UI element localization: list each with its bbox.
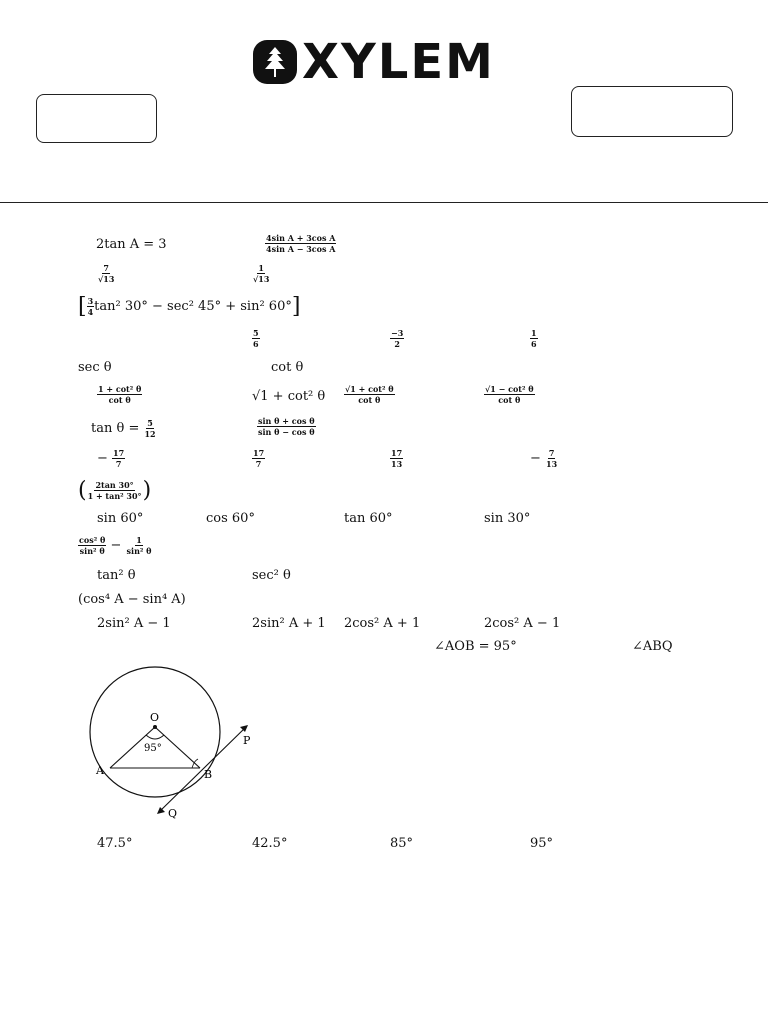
- q8-option-c: 85°: [390, 836, 414, 851]
- label-p: P: [243, 734, 251, 747]
- q8-given: ∠AOB = 95°: [434, 639, 517, 654]
- q6-option-b: sec² θ: [252, 568, 291, 583]
- q3-right-term: cot θ: [271, 360, 304, 375]
- q7-option-a: 2sin² A − 1: [97, 616, 171, 631]
- q6-option-a: tan² θ: [97, 568, 136, 583]
- circle: [90, 667, 220, 797]
- q5-expression: ( $\frac{2\tan 30^\circ}{\text{1 + tan² 30°}}$ ): [78, 478, 152, 503]
- q8-option-a: 47.5°: [97, 836, 133, 851]
- q4-option-c: $\frac{17}{13}$: [391, 448, 403, 469]
- brand-logo: [252, 34, 495, 90]
- center-dot: [153, 725, 157, 729]
- q2-option-c: $\frac{-3}{2}$: [391, 328, 404, 349]
- q3-option-d: $\frac{\text{√1 − cot² θ}}{\text{cot θ}}$: [485, 384, 534, 405]
- q8-option-b: 42.5°: [252, 836, 288, 851]
- q3-left-term: sec θ: [78, 360, 112, 375]
- q7-option-d: 2cos² A − 1: [484, 616, 561, 631]
- angle-arc: [146, 735, 164, 739]
- q4-option-b: $\frac{17}{7}$: [253, 448, 265, 469]
- q1-option-a: $\frac{7}{√13}$: [98, 263, 115, 284]
- q8-option-d: 95°: [530, 836, 554, 851]
- label-b: B: [204, 768, 213, 781]
- q5-option-d: sin 30°: [484, 511, 531, 526]
- q4-option-d: − $\frac{7}{13}$: [530, 448, 558, 469]
- q5-option-c: tan 60°: [344, 511, 393, 526]
- header-divider: [0, 202, 768, 203]
- q1-given: 2tan A = 3: [96, 237, 167, 252]
- label-q: Q: [168, 807, 178, 820]
- q1-option-b: $\frac{1}{√13}$: [253, 263, 270, 284]
- q6-expression: $\frac{\text{cos² θ}}{\text{sin² θ}}$ − $\frac{1}{\text{sin² θ}}$: [79, 535, 152, 556]
- label-angle: 95°: [144, 743, 162, 754]
- right-header-box: [571, 86, 733, 137]
- left-header-box: [36, 94, 157, 143]
- circle-tangent-figure: [80, 655, 280, 825]
- q3-option-a: $\frac{\text{1 + cot² θ}}{\text{cot θ}}$: [98, 384, 142, 405]
- logo-text: XYLEM: [302, 34, 495, 90]
- q7-option-b: 2sin² A + 1: [252, 616, 326, 631]
- q4-expression: $\frac{\text{sin θ + cos θ}}{\text{sin θ − cos θ}}$: [258, 416, 315, 437]
- q5-option-b: cos 60°: [206, 511, 255, 526]
- q4-option-a: − $\frac{17}{7}$: [97, 448, 125, 469]
- label-a: A: [96, 764, 104, 777]
- label-o: O: [150, 711, 160, 724]
- q4-given: tan θ = $\frac{5}{12}$: [91, 418, 156, 439]
- q7-expression: (cos⁴ A − sin⁴ A): [78, 592, 186, 607]
- q2-expression: [ $\frac{3}{4}$ tan² 30° − sec² 45° + sin² 60°]: [78, 294, 301, 319]
- q3-option-b: √1 + cot² θ: [252, 389, 326, 404]
- q3-option-c: $\frac{\text{√1 + cot² θ}}{\text{cot θ}}$: [345, 384, 394, 405]
- q8-find: ∠ABQ: [632, 639, 673, 654]
- q2-option-b: $\frac{5}{6}$: [253, 328, 259, 349]
- q7-option-c: 2cos² A + 1: [344, 616, 421, 631]
- tangent-line: [158, 726, 247, 813]
- q2-option-d: $\frac{1}{6}$: [531, 328, 537, 349]
- q5-option-a: sin 60°: [97, 511, 144, 526]
- radius-ob: [155, 727, 200, 768]
- xylem-leaf-icon: [252, 39, 298, 85]
- q1-expression: $\frac{\text{4sin A + 3cos A}}{\text{4sin A − 3cos A}}$: [266, 233, 336, 254]
